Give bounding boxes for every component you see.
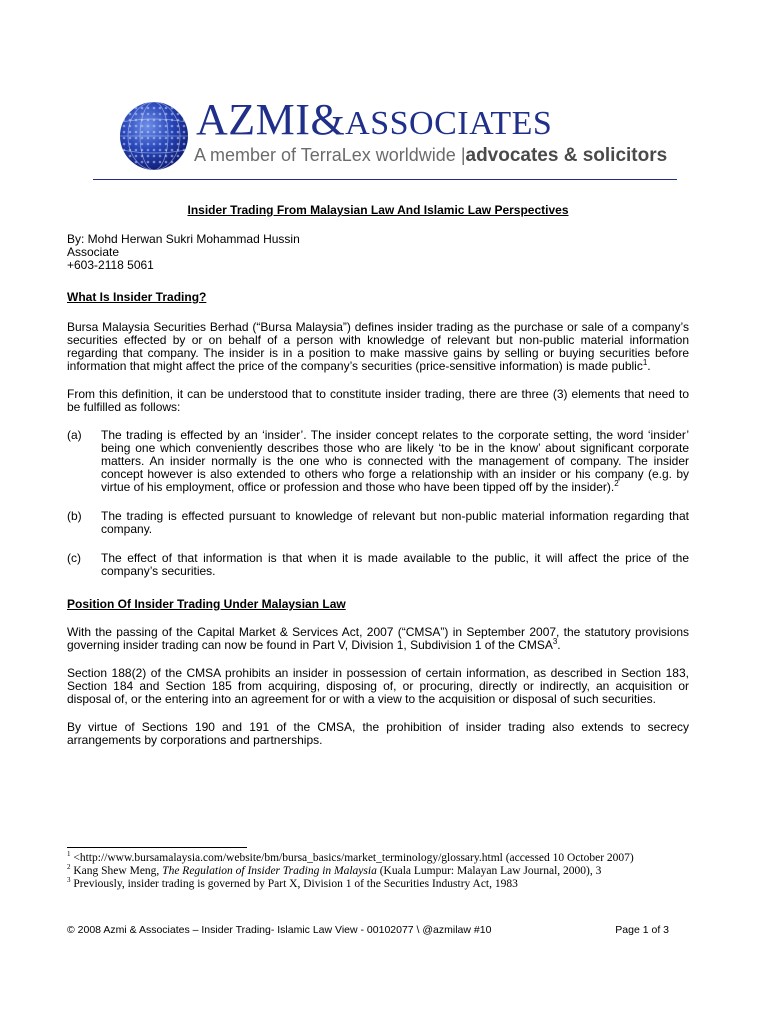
firm-name-main: AZMI [196,95,311,144]
author-name: By: Mohd Herwan Sukri Mohammad Hussin [67,232,300,246]
list-item-body: The effect of that information is that when it is made available to the public, it will affect the price of the company’s securities. [101,551,689,578]
footnote-text[interactable]: <http://www.bursamalaysia.com/website/bm/bursa_basics/market_terminology/glossary.html (accessed 10 October 2007) [73,852,634,864]
author-position: Associate [67,245,120,259]
footnote-ref-3[interactable]: 3 [552,637,558,646]
tagline-prefix: A member of TerraLex worldwide [194,145,456,165]
list-item-body: The trading is effected pursuant to knowledge of relevant but non-public material information regarding that company. [101,509,689,536]
footnote-ref-2[interactable]: 2 [614,479,619,488]
paragraph-cmsa-end: . [557,638,561,652]
footnote-2 [67,865,707,878]
footnote-ref-1[interactable]: 1 [642,358,648,367]
footnote-3 [67,878,707,891]
document-title: Insider Trading From Malaysian Law And Islamic Law Perspectives [187,203,569,217]
letterhead-divider [93,179,677,180]
firm-tagline [194,146,667,165]
footnote-number: 2 [67,863,71,872]
list-marker: (a) [67,428,82,442]
firm-name-ampersand: & [310,95,346,144]
footnotes [67,852,707,891]
list-item-body: The trading is effected by an ‘insider’. The insider concept relates to the corporate setting, the word ‘insider’ being one which conveniently describes those who are likely ‘to be in the know’ about significant corporate matters. An insider normally is the one who is connected with the management of company. The insider concept however is also extended to others who forge a relationship with an insider or his company (e.g. by virtue of his employment, office or profession and those who have been tipped off by the insider). [101,428,689,494]
paragraph-definition-text: Bursa Malaysia Securities Berhad (“Bursa Malaysia”) defines insider trading as the purchase or sale of a company’s securities effected by or on behalf of a person with knowledge of relevant but non-public material information regarding that company. The insider is in a position to make massive gains by selling or buying securities before information that might affect the price of the company’s securities (price-sensitive information) is made public [67,320,689,373]
paragraph-cmsa-text: With the passing of the Capital Market & Services Act, 2007 (“CMSA”) in September 2007, the statutory provisions governing insider trading can now be found in Part V, Division 1, Subdivision 1 of the CMSA [67,625,689,652]
section-heading-what-is-insider-trading: What Is Insider Trading? [67,290,207,304]
footnote-text: Previously, insider trading is governed by Part X, Division 1 of the Securities Industry Act, 1983 [73,878,518,890]
tagline-suffix: advocates & solicitors [465,145,668,166]
list-item [67,552,689,578]
tagline-separator: | [460,145,466,165]
list-item [67,510,689,536]
list-item [67,429,689,494]
page-number: Page 1 of 3 [615,924,669,936]
footnote-book-title: The Regulation of Insider Trading in Malaysia [162,865,377,877]
paragraph-sections-190-191: By virtue of Sections 190 and 191 of the CMSA, the prohibition of insider trading also extends to secrecy arrangements by corporations and partnerships. [67,720,689,747]
footnote-text-post: (Kuala Lumpur: Malayan Law Journal, 2000), 3 [376,865,602,877]
paragraph-elements-intro: From this definition, it can be understood that to constitute insider trading, there are three (3) elements that need to be fulfilled as follows: [67,387,689,414]
paragraph-definition [67,321,689,373]
document-body [67,204,689,747]
globe-icon [118,100,190,172]
section-heading-malaysian-law: Position Of Insider Trading Under Malaysian Law [67,597,346,611]
paragraph-cmsa [67,626,689,652]
footer-copyright: © 2008 Azmi & Associates – Insider Trading- Islamic Law View - 00102077 \ @azmilaw #10 [67,924,492,936]
paragraph-section-188: Section 188(2) of the CMSA prohibits an insider in possession of certain information, as described in Section 183, Section 184 and Section 185 from acquiring, disposing of, or procuring, directly or indirectly, an acquisition or disposal of, or the entering into an agreement for or with a view to the acquisition or disposal of such securities. [67,666,689,706]
author-block [67,233,689,272]
footnote-text-pre: Kang Shew Meng, [73,865,163,877]
list-marker: (b) [67,509,82,523]
list-item-text [101,429,689,494]
firm-name-rest: ASSOCIATES [345,105,553,142]
footnote-1 [67,852,707,865]
firm-name [196,95,553,144]
paragraph-definition-end: . [647,359,651,373]
footnote-number: 1 [67,850,71,859]
author-phone: +603-2118 5061 [67,258,154,272]
letterhead [118,95,668,176]
list-marker: (c) [67,551,81,565]
footnote-divider [67,847,247,848]
footnote-number: 3 [67,876,71,885]
